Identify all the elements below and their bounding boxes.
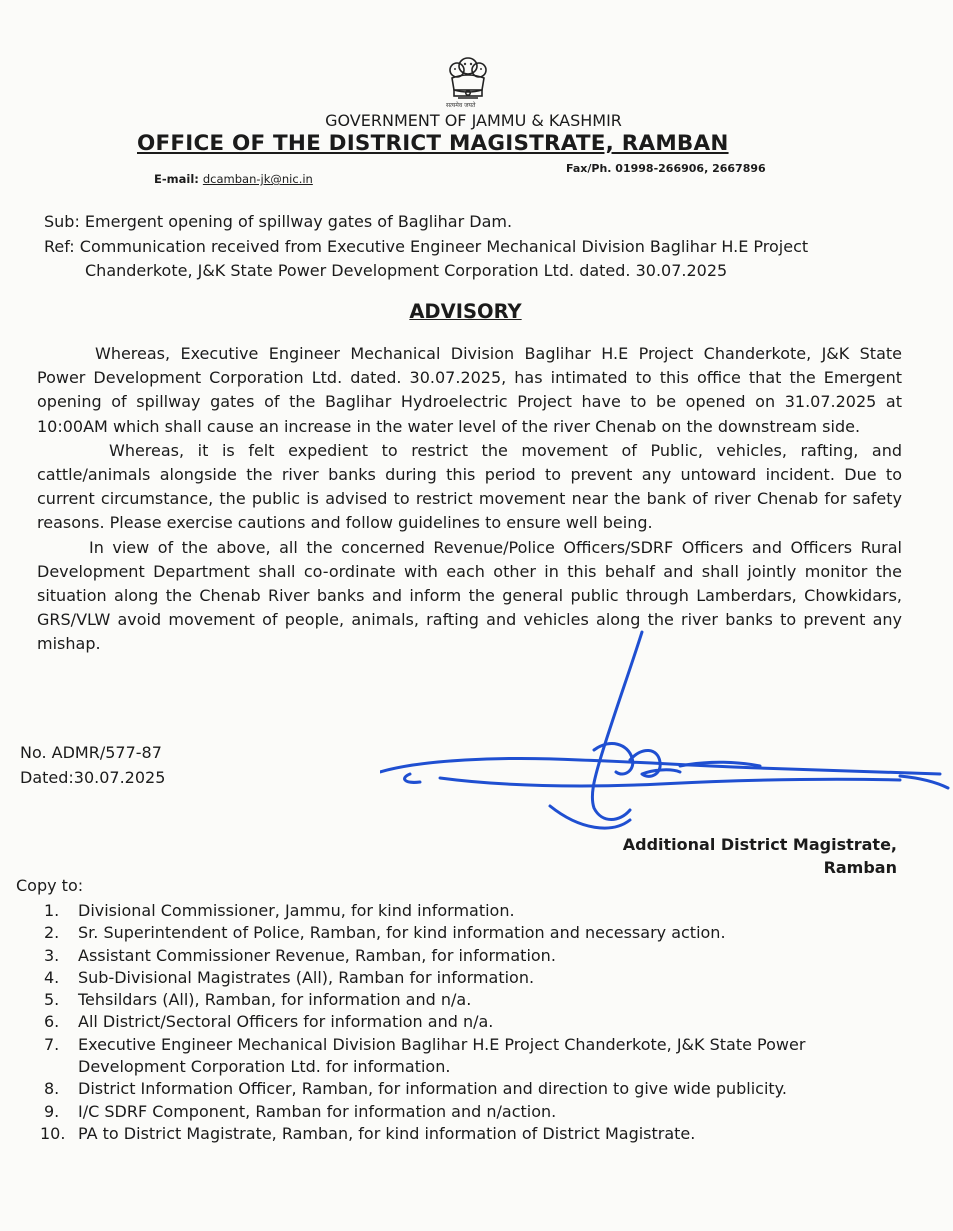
signatory-block <box>623 833 897 879</box>
advisory-paragraph-3: In view of the above, all the concerned Revenue/Police Officers/SDRF Officers and Officers Rural Development Department shall co-ordinate with each other in this behalf and shall jointly monitor the situation along the Chenab River banks and inform the general public through Lamberdars, Chowkidars, GRS/VLW avoid movement of people, animals, rafting and vehicles along the river banks to prevent any mishap. <box>37 537 902 654</box>
order-number: No. ADMR/577-87 <box>20 743 162 762</box>
list-item: 3. Assistant Commissioner Revenue, Ramban, for information. <box>44 945 556 965</box>
reference-line-2: Chanderkote, J&K State Power Development Corporation Ltd. dated. 30.07.2025 <box>85 261 728 280</box>
government-heading: GOVERNMENT OF JAMMU & KASHMIR <box>325 111 622 130</box>
signatory-designation: Additional District Magistrate, <box>622 835 897 854</box>
emblem-motto: सत्यमेव जयते <box>446 102 476 109</box>
reference-line <box>44 235 904 283</box>
list-item: 4. Sub-Divisional Magistrates (All), Ramban for information. <box>44 967 535 987</box>
email-line <box>154 172 313 186</box>
list-item: 7. Executive Engineer Mechanical Division Baglihar H.E Project Chanderkote, J&K State Power Development Corporation Ltd. for information. <box>44 1034 806 1077</box>
list-item: 6. All District/Sectoral Officers for information and n/a. <box>44 1012 494 1032</box>
email-address-link[interactable]: dcamban-jk@nic.in <box>202 172 313 186</box>
order-reference <box>20 740 165 790</box>
fax-phone: Fax/Ph. 01998-266906, 2667896 <box>566 162 766 175</box>
reference-line-1: Ref: Communication received from Executive Engineer Mechanical Division Baglihar H.E Project <box>44 237 809 256</box>
email-label: E-mail: <box>154 172 199 186</box>
order-date: Dated:30.07.2025 <box>20 768 166 787</box>
office-title: OFFICE OF THE DISTRICT MAGISTRATE, RAMBAN <box>137 131 729 156</box>
advisory-paragraph-1: Whereas, Executive Engineer Mechanical Division Baglihar H.E Project Chanderkote, J&K State Power Development Corporation Ltd. dated. 30.07.2025, has intimated to this office that the Emergent opening of spillway gates of the Baglihar Hydroelectric Project have to be opened on 31.07.2025 at 10:00AM which shall cause an increase in the water level of the river Chenab on the downstream side. <box>37 344 902 436</box>
subject-line: Sub: Emergent opening of spillway gates of Baglihar Dam. <box>44 212 513 231</box>
list-item: 9. I/C SDRF Component, Ramban for information and n/action. <box>44 1101 557 1121</box>
list-item: 5. Tehsildars (All), Ramban, for information and n/a. <box>44 990 472 1010</box>
list-item: 1. Divisional Commissioner, Jammu, for kind information. <box>44 901 515 920</box>
advisory-paragraph-2: Whereas, it is felt expedient to restrict the movement of Public, vehicles, rafting, and cattle/animals alongside the river banks during this period to prevent any untoward incident. Due to current circumstance, the public is advised to restrict movement near the bank of river Chenab for safety reasons. Please exercise cautions and follow guidelines to ensure well being. <box>37 440 902 533</box>
list-item: 2. Sr. Superintendent of Police, Ramban, for kind information and necessary action. <box>44 923 726 943</box>
list-item: 8. District Information Officer, Ramban, for information and direction to give wide publicity. <box>44 1079 787 1099</box>
list-item: 10. PA to District Magistrate, Ramban, for kind information of District Magistrate. <box>40 1123 696 1143</box>
handwritten-signature <box>380 610 950 850</box>
copy-to-label: Copy to: <box>16 876 84 895</box>
advisory-title: ADVISORY <box>409 300 522 323</box>
signatory-place: Ramban <box>823 858 897 877</box>
copy-to-list <box>40 900 904 1145</box>
